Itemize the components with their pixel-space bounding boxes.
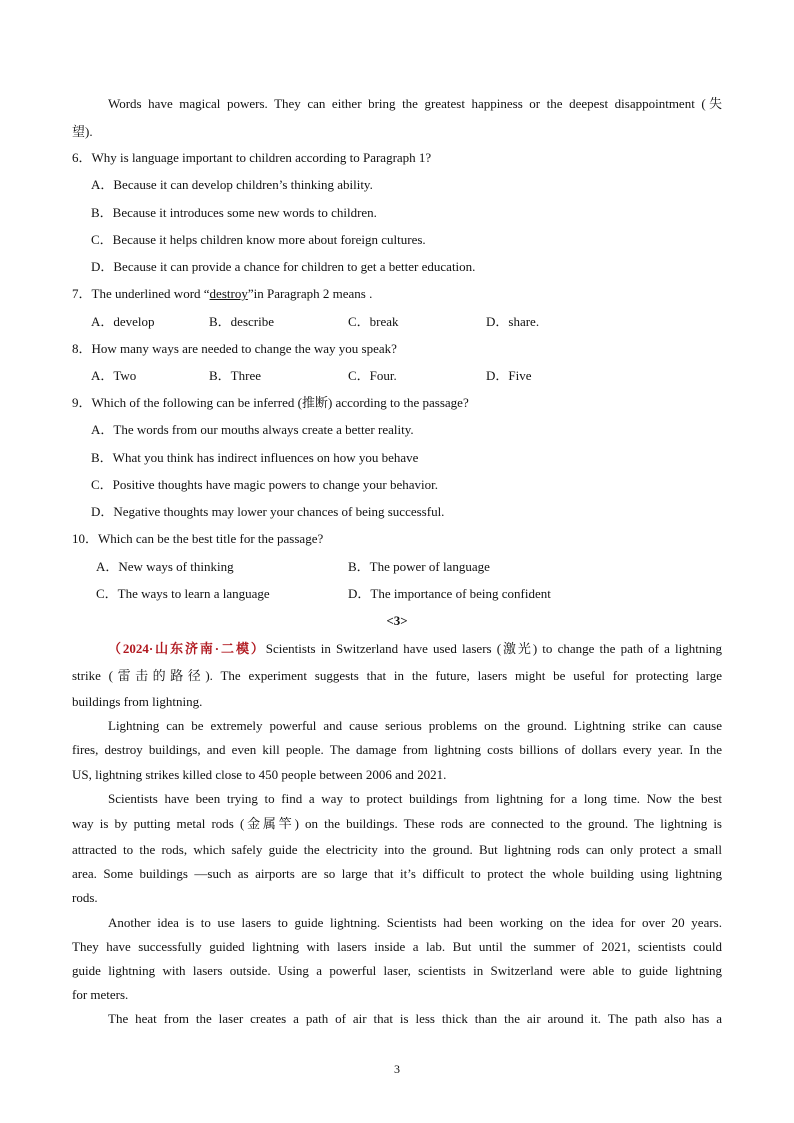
passage3-p5-line1: The heat from the laser creates a path of air that is less thick than the air around it. The path also has a — [108, 1011, 722, 1026]
passage2-last-line-cont: 望). — [72, 124, 93, 139]
question-8-option-a: A．Two — [91, 368, 137, 383]
question-6-stem: 6．Why is language important to children according to Paragraph 1? — [72, 150, 432, 165]
question-10-option-d: D．The importance of being confident — [348, 586, 551, 601]
question-6-option-c: C．Because it helps children know more about foreign cultures. — [91, 232, 426, 247]
question-9-option-a: A．The words from our mouths always create a better reality. — [91, 422, 414, 437]
passage3-p3-line3: attracted to the rods, which safely guide the electricity into the ground. But lightning rods can only protect a small — [72, 842, 722, 857]
question-8-option-b: B．Three — [209, 368, 261, 383]
passage3-p3-line5: rods. — [72, 890, 98, 905]
question-10-option-c: C．The ways to learn a language — [96, 586, 270, 601]
passage3-p3-line1: Scientists have been trying to find a way to protect buildings from lightning for a long time. Now the best — [108, 791, 722, 806]
passage3-p1-line1 — [108, 641, 722, 657]
question-8-stem: 8．How many ways are needed to change the way you speak? — [72, 341, 397, 356]
question-6-option-d: D．Because it can provide a chance for children to get a better education. — [91, 259, 476, 274]
question-8-option-c: C．Four. — [348, 368, 397, 383]
page-number: 3 — [394, 1062, 400, 1076]
question-9-option-d: D．Negative thoughts may lower your chances of being successful. — [91, 504, 445, 519]
passage3-p4-line1: Another idea is to use lasers to guide lightning. Scientists had been working on the idea for over 20 years. — [108, 915, 722, 930]
passage3-p1-line3: buildings from lightning. — [72, 694, 203, 709]
passage3-p1-line1-text: Scientists in Switzerland have used lasers (激光) to change the path of a lightning — [265, 641, 722, 656]
question-6-option-b: B．Because it introduces some new words to children. — [91, 205, 377, 220]
passage3-p4-line2: They have successfully guided lightning with lasers inside a lab. But until the summer of 2021, scientists could — [72, 939, 722, 954]
passage3-p4-line4: for meters. — [72, 987, 129, 1002]
section-label: <3> — [386, 613, 408, 628]
question-10-option-b: B．The power of language — [348, 559, 490, 574]
question-10-option-a: A．New ways of thinking — [96, 559, 234, 574]
question-10-stem: 10．Which can be the best title for the passage? — [72, 531, 324, 546]
question-8-option-d: D．Five — [486, 368, 532, 383]
question-7-stem-prefix: 7．The underlined word “ — [72, 286, 210, 301]
question-9-stem: 9．Which of the following can be inferred (推断) according to the passage? — [72, 395, 469, 410]
underlined-word: destroy — [209, 286, 248, 301]
passage3-p1-line2: strike (雷击的路径). The experiment suggests that in the future, lasers might be useful for protecting large — [72, 668, 722, 683]
question-7-option-c: C．break — [348, 314, 399, 329]
question-9-option-b: B．What you think has indirect influences on how you behave — [91, 450, 419, 465]
question-7-stem-suffix: ”in Paragraph 2 means . — [247, 286, 373, 301]
question-7-stem — [72, 286, 372, 302]
question-6-option-a: A．Because it can develop children’s thinking ability. — [91, 177, 373, 192]
passage3-p2-line2: fires, destroy buildings, and even kill people. The damage from lightning costs billions of dollars every year. In the — [72, 742, 722, 757]
passage3-p2-line3: US, lightning strikes killed close to 450 people between 2006 and 2021. — [72, 767, 447, 782]
passage2-last-line: Words have magical powers. They can either bring the greatest happiness or the deepest disappointment (失 — [108, 96, 722, 111]
passage3-p2-line1: Lightning can be extremely powerful and cause serious problems on the ground. Lightning strike can cause — [108, 718, 722, 733]
question-7-option-d: D．share. — [486, 314, 540, 329]
source-label: （2024·山东济南·二模） — [108, 641, 266, 656]
question-7-option-a: A．develop — [91, 314, 155, 329]
question-7-option-b: B．describe — [209, 314, 274, 329]
question-9-option-c: C．Positive thoughts have magic powers to change your behavior. — [91, 477, 438, 492]
passage3-p3-line2: way is by putting metal rods (金属竿) on the buildings. These rods are connected to the ground. The lightning is — [72, 816, 722, 831]
passage3-p4-line3: guide lightning with lasers outside. Using a powerful laser, scientists in Switzerland were able to guide lightning — [72, 963, 722, 978]
passage3-p3-line4: area. Some buildings —such as airports are so large that it’s difficult to protect the whole building using lightning — [72, 866, 722, 881]
